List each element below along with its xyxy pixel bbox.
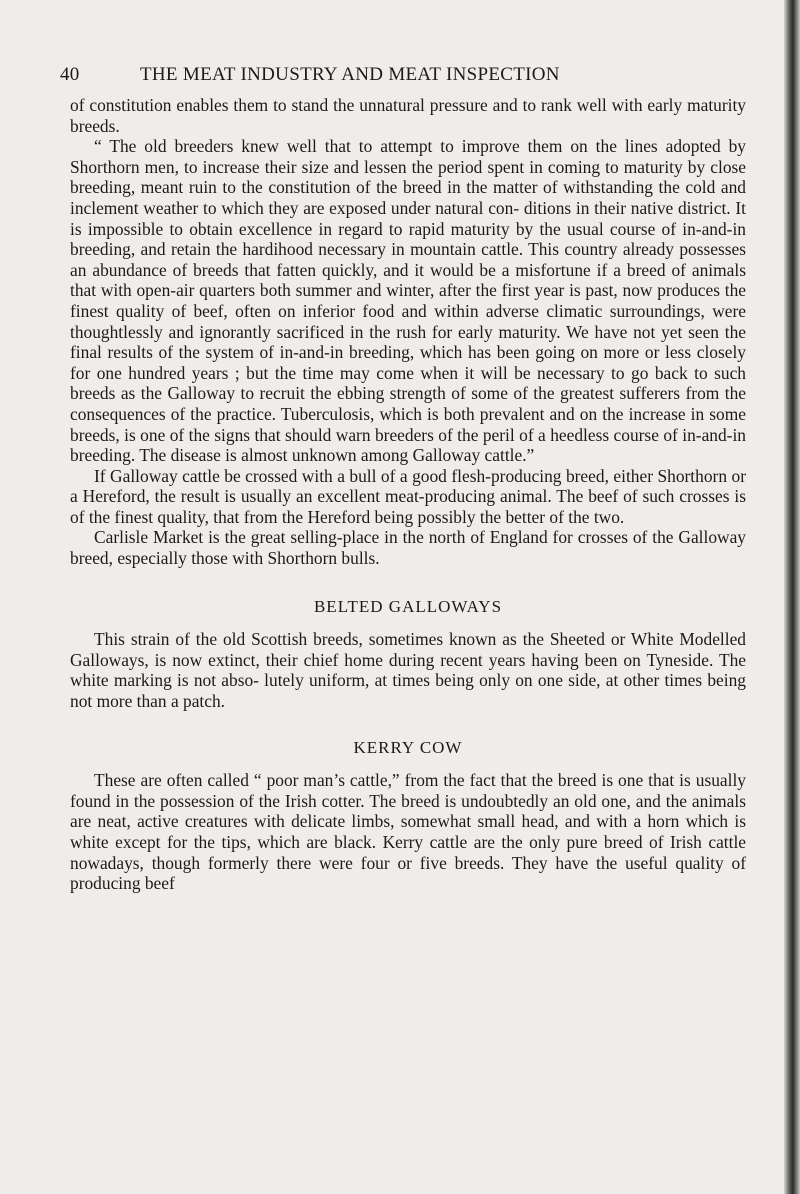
- page-binding-edge: [784, 0, 800, 1194]
- section-heading-belted-galloways: BELTED GALLOWAYS: [313, 596, 503, 616]
- running-title: THE MEAT INDUSTRY AND MEAT INSPECTION: [140, 64, 560, 85]
- paragraph-quote: “ The old breeders knew well that to attempt to improve them on the lines adopted by Shorthorn men, to increase their size and lessen the period spent in coming to maturity by close breeding, meant ruin to the constitution of the breed in the matter of withstanding the cold and inclement weather to which they are exposed under natural con- ditions in their native district. It is impossible to obtain excellence in regard to rapid maturity by the usual course of in-and-in breeding, and retain the hardihood necessary in mountain cattle. This country already possesses an abundance of breeds that fatten quickly, and it would be a misfortune if a breed of animals that with open-air quarters both summer and winter, after the first year is past, now produces the finest quality of beef, often on inferior food and within adverse climatic surroundings, were thoughtlessly and ignorantly sacrificed in the rush for early maturity. We have not yet seen the final results of the system of in-and-in breeding, which has been going on more or less closely for one hundred years ; but the time may come when it will be necessary to go back to such breeds as the Galloway to recruit the ebbing strength of some of the greatest sufferers from the consequences of the practice. Tuberculosis, which is both prevalent and on the increase in some breeds, is one of the signs that should warn breeders of the peril of a heedless course of in-and-in breeding. The disease is almost unknown among Galloway cattle.”: [70, 136, 746, 466]
- paragraph-kerry-cow: These are often called “ poor man’s cattle,” from the fact that the breed is one that is usually found in the possession of the Irish cotter. The breed is undoubtedly an old one, and the animals are neat, active creatures with delicate limbs, somewhat small head, and with a horn which is white except for the tips, which are black. Kerry cattle are the only pure breed of Irish cattle nowadays, though formerly there were four or five breeds. They have the useful quality of producing beef: [70, 770, 746, 894]
- section-heading-kerry-cow: KERRY COW: [353, 737, 463, 757]
- paragraph-crosses: If Galloway cattle be crossed with a bull of a good flesh-producing breed, either Shorthorn or a Hereford, the result is usually an excellent meat-producing animal. The beef of such crosses is of the finest quality, that from the Hereford being possibly the better of the two.: [70, 465, 746, 527]
- paragraph-belted-galloways: This strain of the old Scottish breeds, sometimes known as the Sheeted or White Modelled Galloways, is now extinct, their chief home during recent years having been on Tyneside. The white marking is not abso- lutely uniform, at times being only on one side, at other times being not more than a patch.: [70, 629, 746, 712]
- body-text: [70, 95, 746, 894]
- page-number: 40: [60, 64, 80, 85]
- paragraph-carlisle: Carlisle Market is the great selling-place in the north of England for crosses of the Galloway breed, especially those with Shorthorn bulls.: [70, 527, 746, 569]
- paragraph-continuation: of constitution enables them to stand the unnatural pressure and to rank well with early maturity breeds.: [70, 95, 746, 136]
